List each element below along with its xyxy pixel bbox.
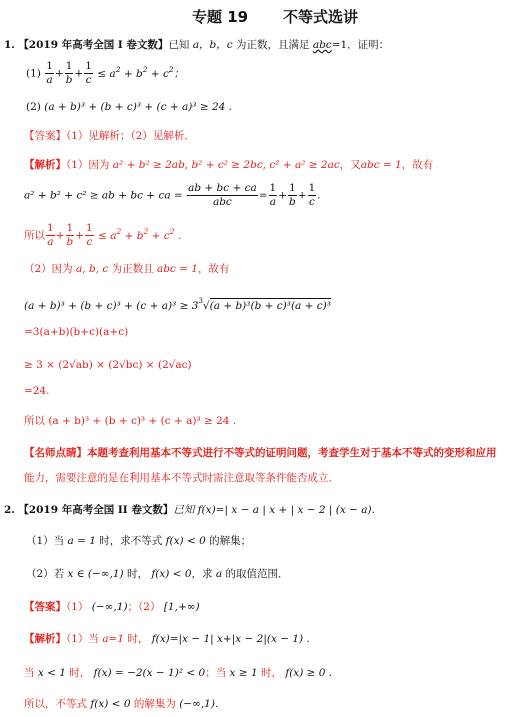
q2-stem <box>4 503 375 517</box>
q2-sol-tag: 【解析】 <box>24 633 66 645</box>
q2-part2-c: 时， <box>127 568 148 580</box>
q2-stem-text: 已知 f(x)=| x − a | x + | x − 2 | (x − a). <box>173 504 375 516</box>
q2-part2-b: x ∈ (−∞,1) <box>67 568 124 580</box>
q2-ans-1v: (−∞,1) <box>91 601 128 613</box>
q1-stem-a: 已知 <box>168 39 190 51</box>
q2-case-b: x < 1 <box>37 667 66 679</box>
q1-step1-lhs: (a + b)³ + (b + c)³ + (c + a)³ ≥ 3 <box>24 300 199 312</box>
q1-sol2-e: ，故有 <box>197 263 230 275</box>
q2-part2-f: a <box>215 568 223 580</box>
q1-solution-part2 <box>24 262 229 276</box>
frac-3-c: $\frac{1}{c}$ <box>86 222 93 248</box>
q1-ded-lhs: a² + b² + c² ≥ ab + bc + ca = <box>24 189 183 202</box>
q1-so1: 所以 $\frac{1}{a}$ + $\frac{1}{b}$ + $\frac{1}{c}$ ≤ $a^2 + b^2 + c^2$ . <box>24 222 182 248</box>
q1-vars: a，b，c <box>192 39 233 51</box>
q2-case-a: 当 <box>24 667 35 679</box>
q1-tip-line2: 能力，需要注意的是在利用基本不等式时需注意取等条件能否成立． <box>24 472 339 484</box>
q2-part1-e: 的解集； <box>209 535 252 547</box>
q1-part2-expr: (a + b)³ + (b + c)³ + (c + a)³ ≥ 24 . <box>44 101 233 113</box>
q1-sol-tag: 【解析】 <box>24 159 66 171</box>
q1-tip-line1 <box>24 446 497 460</box>
q1-step1: $(a + b)^3 + (b + c)^3 + (c + a)^3 \ge 3^3√(a + b)^3(b + c)^3(a + c)^3$ <box>24 297 331 312</box>
q1-sol2-b: a, b, c <box>76 263 109 275</box>
q1-sol2-c: 为正数且 <box>111 263 154 275</box>
q2-case-g: 时， <box>260 667 282 679</box>
q2-case-e: ；当 <box>205 667 227 679</box>
q2-part1-a: （1）当 <box>26 535 65 547</box>
q1-sol1-ineq: a² + b² ≥ 2ab, b² + c² ≥ 2bc, c² + a² ≥ 2ac <box>112 159 340 171</box>
q2-case-c: 时， <box>69 667 91 679</box>
frac-3-b: $\frac{1}{b}$ <box>66 222 74 248</box>
q2-final-b: f(x) < 0 <box>90 698 131 710</box>
q2-sol-c: 时， <box>127 633 149 645</box>
q1-ded-den: abc <box>212 196 232 208</box>
q2-cases <box>24 666 332 680</box>
q2-sol-b: a=1 <box>102 633 125 645</box>
frac-2-a: $\frac{1}{a}$ <box>269 182 277 208</box>
q1-stem-b: 为正数，且满足 <box>235 39 310 51</box>
q1-sol1-d: ，故有 <box>401 159 434 171</box>
q2-case-h: f(x) ≥ 0 . <box>285 667 333 679</box>
q1-sol2-a: （2）因为 <box>24 263 73 275</box>
q2-part2-g: 的取值范围． <box>225 568 289 580</box>
q1-sol2-d: abc = 1 <box>156 263 198 275</box>
q2-part1-b: a = 1 <box>67 535 96 547</box>
q2-part1-c: 时，求不等式 <box>99 535 163 547</box>
q1-ded-num: ab + bc + ca <box>188 182 257 194</box>
q1-step2: =3(a+b)(b+c)(a+c) <box>24 326 129 338</box>
q1-sol1-b: ，又 <box>339 159 361 171</box>
q2-source: 【2019 年高考全国 II 卷文数】 <box>18 504 174 516</box>
frac-2-b: $\frac{1}{b}$ <box>289 182 296 208</box>
frac-1-b: $\frac{1}{b}$ <box>65 60 73 86</box>
frac-1-a: $\frac{1}{a}$ <box>46 60 53 86</box>
q2-sol-a: （1）当 <box>66 633 99 645</box>
q2-part1-d: f(x) < 0 <box>165 535 206 547</box>
q2-number: 2. <box>4 504 15 516</box>
frac-3-a: $\frac{1}{a}$ <box>47 222 54 248</box>
q1-cond: abc <box>312 39 332 51</box>
q1-step1-radicand: (a + b)³(b + c)³(a + c)³ <box>209 300 331 312</box>
q2-final-c: 的解集为 <box>133 698 176 710</box>
q2-part1 <box>26 534 251 548</box>
q1-deduction: a² + b² + c² ≥ ab + bc + ca = $\frac{ab + bc + ca}{\text{abc}}$ = $\frac{1}{a}$ + $\frac{1}{b}$ + $\frac{1}{c}$ . <box>24 182 321 208</box>
q2-sol-d: f(x)=|x − 1| x+|x − 2|(x − 1) . <box>151 633 310 645</box>
q1-so2: 所以 (a + b)³ + (b + c)³ + (c + a)³ ≥ 24 . <box>24 415 237 427</box>
q2-case-f: x ≥ 1 <box>229 667 258 679</box>
page-subtitle: 不等式选讲 <box>283 8 359 26</box>
q2-ans-2v: [1,+∞) <box>163 601 200 613</box>
q1-tip-text1: 【名师点睛】本题考查利用基本不等式进行不等式的证明问题，考查学生对于基本不等式的变形和应用 <box>24 447 497 459</box>
q1-sol1-c: abc = 1 <box>360 159 402 171</box>
frac-2-c: $\frac{1}{c}$ <box>308 182 316 208</box>
q2-final-d: (−∞,1). <box>179 698 219 710</box>
page-title: 专题 19 <box>192 8 249 26</box>
q1-number: 1. <box>4 39 15 51</box>
q1-step4: =24. <box>24 385 50 397</box>
q1-sol1-a: （1）因为 <box>66 159 110 171</box>
q2-final-a: 所以，不等式 <box>24 698 87 710</box>
q2-final <box>24 697 218 711</box>
q1-so1-prefix: 所以 <box>24 229 45 242</box>
q1-part1: (1) $\frac{1}{a}$ + $\frac{1}{b}$ + $\frac{1}{c}$ ≤ $a^2 + b^2 + c^2$； <box>26 60 185 86</box>
q2-case-d: f(x) = −2(x − 1)² < 0 <box>93 667 206 679</box>
q2-part2-e: ，求 <box>191 568 213 580</box>
q2-ans-tag: 【答案】 <box>24 601 66 613</box>
q1-step3: ≥ 3 × (2√ab) × (2√bc) × (2√ac) <box>24 359 192 371</box>
q2-part2 <box>26 567 288 581</box>
q1-solution-line1 <box>24 158 433 172</box>
q2-ans-1: （1） <box>66 601 89 613</box>
q1-part2 <box>26 100 232 114</box>
frac-1-c: $\frac{1}{c}$ <box>85 60 92 86</box>
q2-solution <box>24 632 310 646</box>
q2-part2-d: f(x) < 0 <box>151 568 192 580</box>
q1-stem-c: =1．证明： <box>331 39 390 51</box>
q2-answer <box>24 600 200 614</box>
q1-source: 【2019 年高考全国 I 卷文数】 <box>18 39 169 51</box>
q1-ded-frac <box>187 182 258 209</box>
q1-part2-label: (2) <box>26 101 41 113</box>
q1-part1-label: (1) <box>26 67 41 80</box>
q2-ans-sep: ；（2） <box>127 601 161 613</box>
q2-part2-a: （2）若 <box>26 568 65 580</box>
q1-answer: 【答案】（1）见解析；（2）见解析． <box>24 130 195 142</box>
q1-stem <box>4 38 389 52</box>
